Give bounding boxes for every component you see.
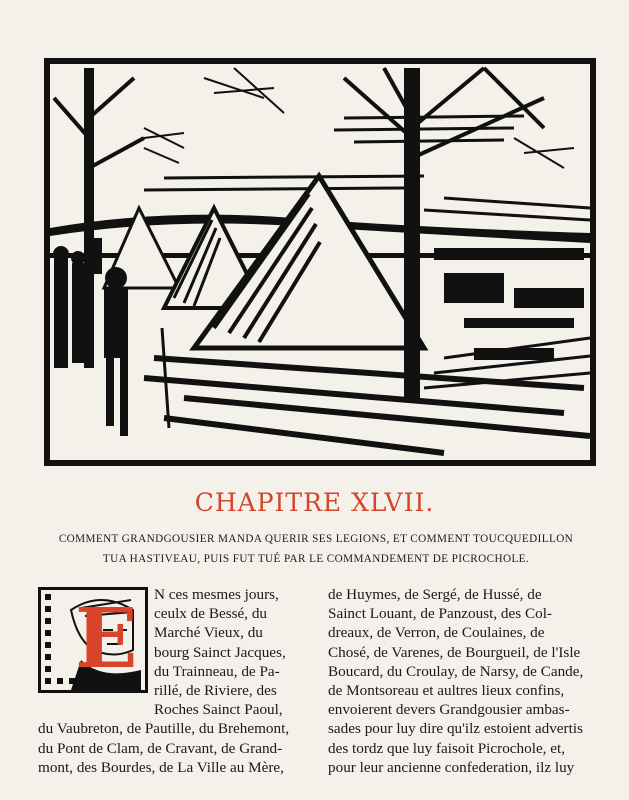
left-line-10: mont, des Bourdes, de La Ville au Mère, — [38, 758, 284, 776]
right-line-8: sades pour luy dire qu'ilz estoient advertis — [328, 720, 583, 738]
subtitle-line-2: TUA HASTIVEAU, PUIS FUT TUÉ PAR LE COMMANDEMENT DE PICROCHOLE. — [102, 553, 530, 565]
left-line-3: Marché Vieux, du — [154, 624, 263, 642]
left-line-9: du Pont de Clam, de Cravant, de Grand- — [38, 739, 283, 757]
left-line-5: du Trainneau, de Pa- — [154, 662, 280, 680]
left-line-1: N ces mesmes jours, — [154, 586, 279, 603]
right-line-6: de Montsoreau et aultres lieux confins, — [328, 681, 565, 699]
left-line-6: rillé, de Riviere, des — [154, 681, 277, 699]
dropcap-letter: E — [75, 591, 138, 687]
right-text-column — [328, 585, 598, 777]
left-line-2: ceulx de Bessé, du — [154, 605, 268, 623]
woodcut-camp-scene-icon — [44, 58, 596, 466]
left-line-7: Roches Sainct Paoul, — [154, 701, 283, 719]
right-line-1: de Huymes, de Sergé, de Hussé, de — [328, 586, 542, 603]
chapter-title: CHAPITRE XLVII. — [194, 488, 435, 517]
right-line-4: Chosé, de Varenes, de Bourgueil, de l'Isle — [328, 643, 581, 661]
right-line-9: des tordz que luy faisoit Picrochole, et, — [328, 739, 566, 757]
left-line-8: du Vaubreton, de Pautille, du Brehemont, — [38, 720, 290, 738]
dropcap-initial — [38, 587, 148, 693]
right-line-7: envoierent devers Grandgousier ambas- — [328, 701, 570, 719]
right-line-2: Sainct Louant, de Panzoust, des Col- — [328, 605, 552, 623]
left-line-4: bourg Sainct Jacques, — [154, 643, 286, 661]
subtitle-line-1: COMMENT GRANDGOUSIER MANDA QUERIR SES LEGIONS, ET COMMENT TOUCQUEDILLON — [58, 533, 574, 545]
chapter-subtitle — [32, 529, 600, 569]
right-line-3: dreaux, de Verron, de Coulaines, de — [328, 624, 545, 642]
woodcut-illustration — [44, 58, 596, 466]
right-line-5: Boucard, du Croulay, de Narsy, de Cande, — [328, 662, 584, 680]
left-text-column — [38, 585, 306, 777]
right-line-10: pour leur ancienne confederation, ilz luy — [328, 758, 575, 776]
